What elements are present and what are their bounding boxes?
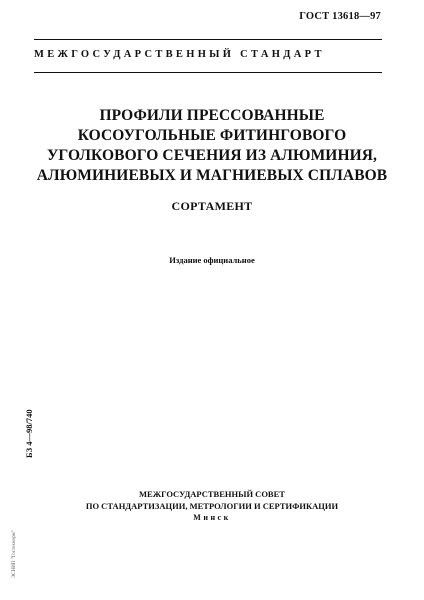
document-title [0,106,424,186]
bottom-rule [34,72,382,73]
edition-note: Издание официальное [169,255,255,265]
standard-type: МЕЖГОСУДАРСТВЕННЫЙ СТАНДАРТ [34,49,325,60]
gost-number: ГОСТ 13618—97 [299,11,381,22]
publisher-line-2: ПО СТАНДАРТИЗАЦИИ, МЕТРОЛОГИИ И СЕРТИФИКАЦИИ [85,501,339,511]
title-line-4: АЛЮМИНИЕВЫХ И МАГНИЕВЫХ СПЛАВОВ [36,167,388,184]
publisher-block [0,488,424,524]
side-code: БЗ 4—98/740 [24,409,34,458]
side-stamp: ЭСНИП "Гостехнорм" [12,530,17,578]
title-line-3: УГОЛКОВОГО СЕЧЕНИЯ ИЗ АЛЮМИНИЯ, [46,147,378,164]
publisher-city: Минск [193,513,231,522]
publisher-line-1: МЕЖГОСУДАРСТВЕННЫЙ СОВЕТ [139,489,285,499]
document-subtitle: СОРТАМЕНТ [171,199,253,213]
title-line-2: КОСОУГОЛЬНЫЕ ФИТИНГОВОГО [77,127,347,144]
title-line-1: ПРОФИЛИ ПРЕССОВАННЫЕ [99,107,325,124]
top-rule [34,39,382,40]
